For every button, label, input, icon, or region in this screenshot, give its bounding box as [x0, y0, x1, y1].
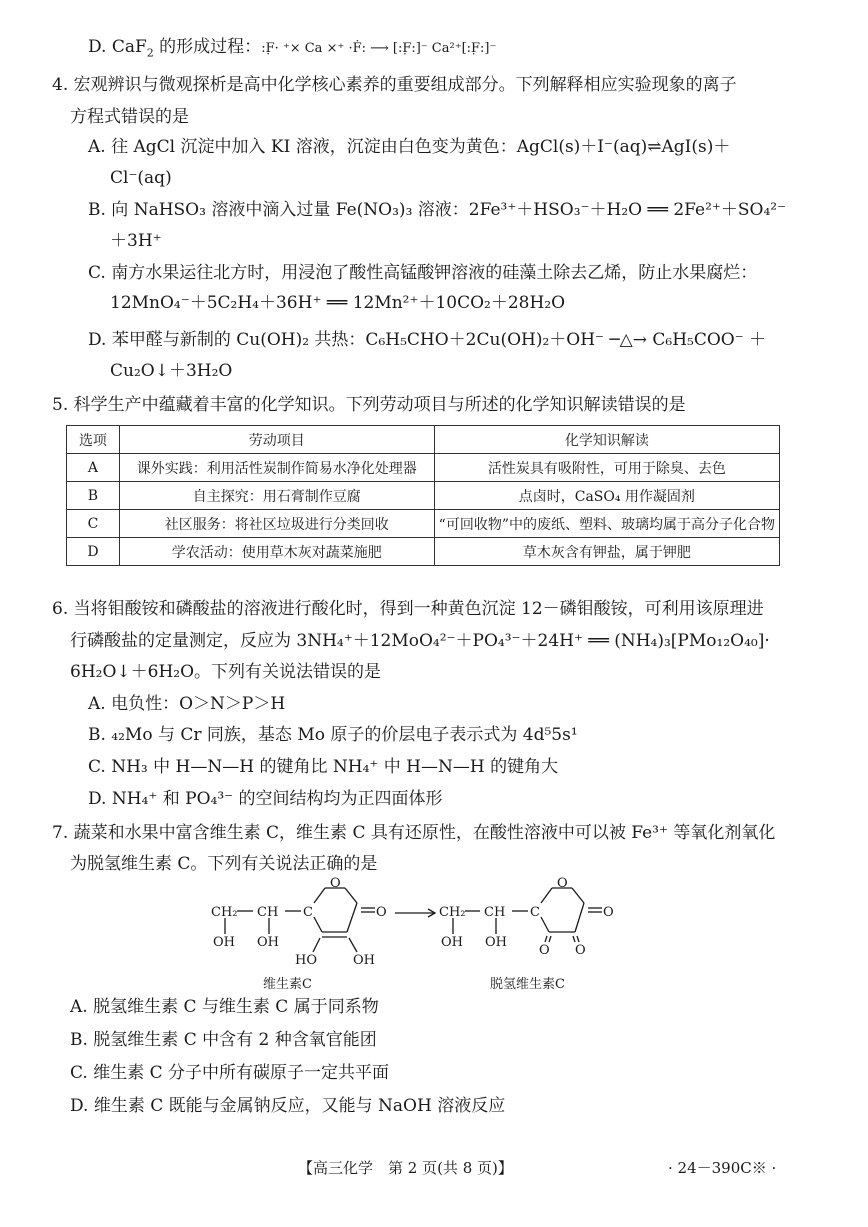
q4-option-d-line1: D. 苯甲醛与新制的 Cu(OH)₂ 共热：C₆H₅CHO＋2Cu(OH)₂＋OH⁻ ─△→ C₆H₅COO⁻ ＋	[88, 330, 767, 350]
q5-row-b-item: 自主探究：用石膏制作豆腐	[119, 482, 434, 510]
q6-stem-line1: 6. 当将钼酸铵和磷酸盐的溶液进行酸化时，得到一种黄色沉淀 12－磷钼酸铵，可利用该原理进	[52, 599, 764, 619]
left-ch-label: CH	[257, 905, 279, 920]
q7-stem-line2: 为脱氢维生素 C。下列有关说法正确的是	[70, 854, 378, 874]
q7-option-c: C. 维生素 C 分子中所有碳原子一定共平面	[70, 1063, 390, 1083]
q4-option-c-line2: 12MnO₄⁻＋5C₂H₄＋36H⁺ ══ 12Mn²⁺＋10CO₂＋28H₂O	[110, 293, 566, 313]
q4-option-a-line1: A. 往 AgCl 沉淀中加入 KI 溶液，沉淀由白色变为黄色：AgCl(s)＋I⁻(aq)⇌AgI(s)＋	[88, 137, 731, 157]
q5-row-c-item: 社区服务：将社区垃圾进行分类回收	[119, 510, 434, 538]
q3-option-d-label-sub: 2	[146, 46, 154, 60]
q6-option-c: C. NH₃ 中 H—N—H 的键角比 NH₄⁺ 中 H—N—H 的键角大	[88, 757, 559, 777]
q4-option-b-line1: B. 向 NaHSO₃ 溶液中滴入过量 Fe(NO₃)₃ 溶液：2Fe³⁺＋HSO₃⁻＋H₂O ══ 2Fe²⁺＋SO₄²⁻	[88, 200, 787, 220]
q5-header-option: 选项	[67, 426, 120, 454]
left-ch2-label: CH₂	[211, 905, 238, 920]
q6-stem-line3: 6H₂O↓＋6H₂O。下列有关说法错误的是	[70, 662, 382, 682]
q3-option-d-formula: :F̣· ⁺× Ca ×⁺ ·Ḟ: ⟶ [:F̣:]⁻ Ca²⁺[:F̣:]⁻	[261, 41, 497, 56]
q4-option-d-line2: Cu₂O↓＋3H₂O	[110, 361, 233, 381]
caption-vitamin-c: 维生素C	[263, 977, 312, 992]
q3-option-d	[88, 36, 496, 60]
exam-code: · 24－390C※ ·	[668, 1159, 777, 1177]
table-row	[67, 510, 780, 538]
left-ring-o-label: O	[330, 876, 341, 891]
q5-row-a-reading: 活性炭具有吸附性，可用于除臭、去色	[434, 454, 779, 482]
left-oh2-label: OH	[257, 935, 279, 950]
q4-option-b-line2: ＋3H⁺	[110, 231, 162, 251]
table-row	[67, 454, 780, 482]
right-ch2-label: CH₂	[439, 905, 466, 920]
right-oh1-label: OH	[441, 935, 463, 950]
q7-stem-line1: 7. 蔬菜和水果中富含维生素 C，维生素 C 具有还原性，在酸性溶液中可以被 Fe³⁺ 等氧化剂氧化	[52, 823, 776, 843]
q7-option-a: A. 脱氢维生素 C 与维生素 C 属于同系物	[70, 997, 379, 1017]
vitamin-c-reaction-diagram	[195, 870, 635, 995]
q5-table	[66, 425, 780, 566]
q5-row-c-option: C	[67, 510, 120, 538]
q4-option-a-line2: Cl⁻(aq)	[110, 168, 172, 188]
q5-row-d-option: D	[67, 538, 120, 566]
right-c-label: C	[530, 905, 540, 920]
q5-header-item: 劳动项目	[119, 426, 434, 454]
q5-row-b-option: B	[67, 482, 120, 510]
left-oh3-label: OH	[353, 953, 375, 968]
q5-table-header-row	[67, 426, 780, 454]
q4-stem-line1: 4. 宏观辨识与微观探析是高中化学核心素养的重要组成部分。下列解释相应实验现象的离子	[52, 75, 737, 95]
q7-option-b: B. 脱氢维生素 C 中含有 2 种含氧官能团	[70, 1030, 377, 1050]
q5-stem: 5. 科学生产中蕴藏着丰富的化学知识。下列劳动项目与所述的化学知识解读错误的是	[52, 395, 686, 415]
right-ring-o-label: O	[557, 876, 568, 891]
right-ch-label: CH	[484, 905, 506, 920]
q5-row-c-reading: “可回收物”中的废纸、塑料、玻璃均属于高分子化合物	[434, 510, 779, 538]
right-ketone-o2-label: O	[575, 943, 586, 958]
table-row	[67, 482, 780, 510]
right-carbonyl-o-label: O	[603, 905, 614, 920]
q7-option-d: D. 维生素 C 既能与金属钠反应，又能与 NaOH 溶液反应	[70, 1096, 506, 1116]
q6-option-b: B. ₄₂Mo 与 Cr 同族，基态 Mo 原子的价层电子表示式为 4d⁵5s¹	[88, 725, 578, 745]
q4-stem-line2: 方程式错误的是	[70, 107, 189, 127]
q3-option-d-text: 的形成过程：	[153, 37, 262, 57]
table-row	[67, 538, 780, 566]
left-oh1-label: OH	[213, 935, 235, 950]
q6-stem-line2: 行磷酸盐的定量测定，反应为 3NH₄⁺＋12MoO₄²⁻＋PO₄³⁻＋24H⁺ ══ (NH₄)₃[PMo₁₂O₄₀]·	[70, 631, 770, 651]
q5-row-d-item: 学农活动：使用草木灰对蔬菜施肥	[119, 538, 434, 566]
q3-option-d-label: D. CaF	[88, 37, 147, 57]
caption-dehydro-vitamin-c: 脱氢维生素C	[490, 977, 565, 992]
left-ho-label: HO	[295, 953, 317, 968]
left-c-label: C	[303, 905, 313, 920]
q5-row-d-reading: 草木灰含有钾盐，属于钾肥	[434, 538, 779, 566]
right-ketone-o1-label: O	[539, 943, 550, 958]
q6-option-a: A. 电负性：O＞N＞P＞H	[88, 694, 286, 714]
q5-row-a-option: A	[67, 454, 120, 482]
page-footer: 【高三化学 第 2 页(共 8 页)】	[298, 1159, 513, 1177]
q6-option-d: D. NH₄⁺ 和 PO₄³⁻ 的空间结构均为正四面体形	[88, 789, 443, 809]
right-oh2-label: OH	[485, 935, 507, 950]
q5-header-reading: 化学知识解读	[434, 426, 779, 454]
q4-option-c-line1: C. 南方水果运往北方时，用浸泡了酸性高锰酸钾溶液的硅藻土除去乙烯，防止水果腐烂：	[88, 263, 758, 283]
left-carbonyl-o-label: O	[376, 905, 387, 920]
q5-row-a-item: 课外实践：利用活性炭制作简易水净化处理器	[119, 454, 434, 482]
q5-row-b-reading: 点卤时，CaSO₄ 用作凝固剂	[434, 482, 779, 510]
